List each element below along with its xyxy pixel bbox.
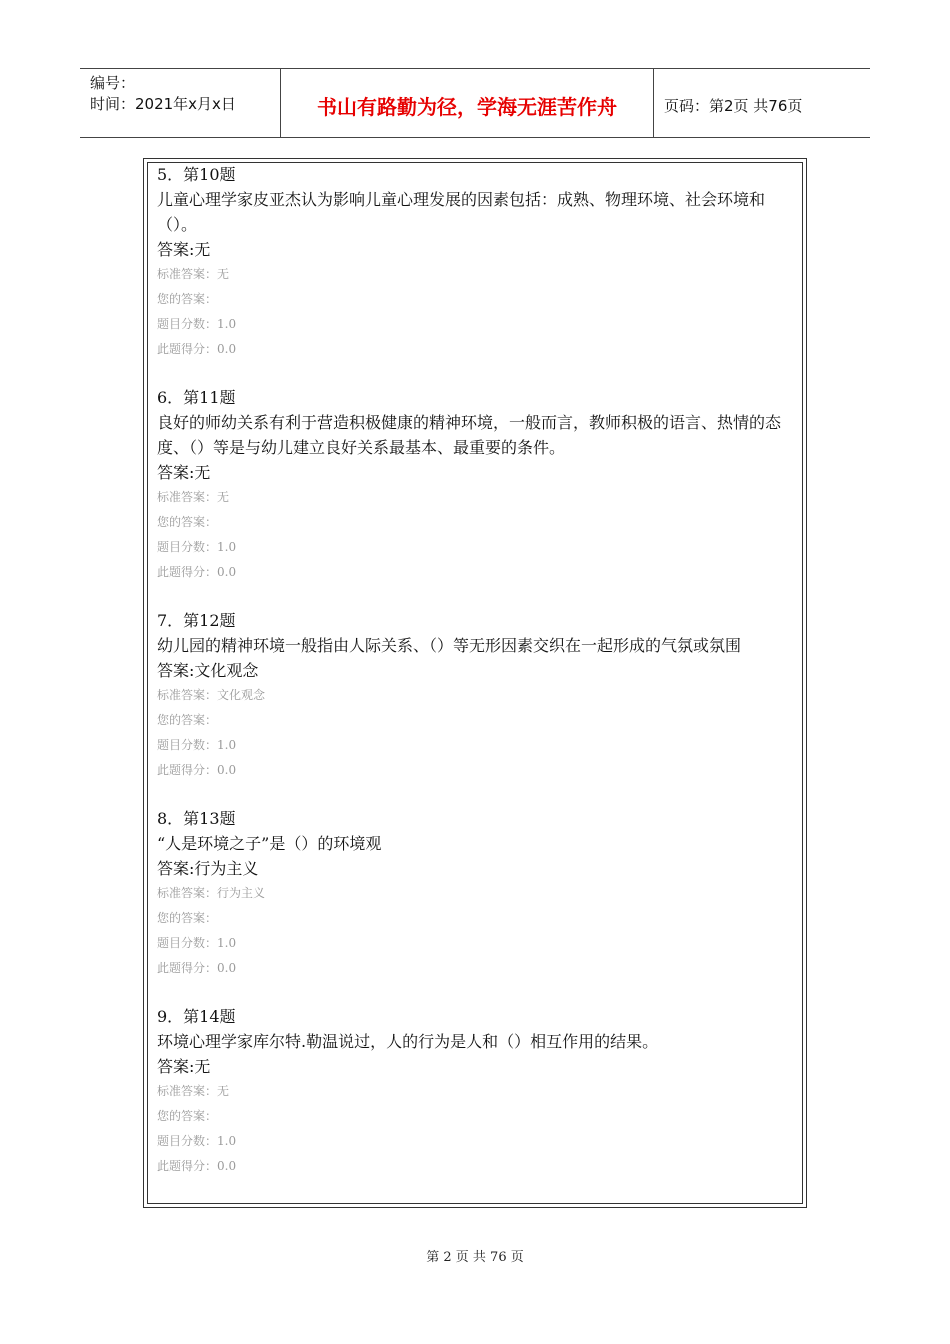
header-motto: 书山有路勤为径，学海无涯苦作舟 bbox=[281, 69, 654, 137]
standard-answer: 标准答案：无 bbox=[157, 490, 230, 504]
time-label: 时间：2021年x月x日 bbox=[90, 95, 236, 113]
question-list bbox=[157, 163, 797, 1203]
question-text: 儿童心理学家皮亚杰认为影响儿童心理发展的因素包括：成熟、物理环境、社会环境和（）。 bbox=[157, 190, 766, 234]
question-score: 题目分数：1.0 bbox=[157, 540, 237, 554]
question-text: 良好的师幼关系有利于营造积极健康的精神环境，一般而言，教师积极的语言、热情的态度、（）等是与幼儿建立良好关系最基本、最重要的条件。 bbox=[157, 413, 782, 457]
your-answer: 您的答案： bbox=[157, 713, 218, 727]
question-answer: 答案:无 bbox=[157, 463, 211, 482]
question-item bbox=[157, 386, 797, 585]
number-label: 编号： bbox=[90, 74, 136, 92]
question-number: 5．第10题 bbox=[157, 165, 236, 184]
header-page-info: 页码：第2页 共76页 bbox=[664, 96, 803, 115]
question-number: 8．第13题 bbox=[157, 809, 236, 828]
your-answer: 您的答案： bbox=[157, 515, 218, 529]
obtained-score: 此题得分：0.0 bbox=[157, 1159, 237, 1173]
question-answer: 答案:文化观念 bbox=[157, 661, 259, 680]
your-answer: 您的答案： bbox=[157, 911, 218, 925]
question-text: 幼儿园的精神环境一般指由人际关系、（）等无形因素交织在一起形成的气氛或氛围 bbox=[157, 636, 742, 655]
obtained-score: 此题得分：0.0 bbox=[157, 565, 237, 579]
question-score: 题目分数：1.0 bbox=[157, 1134, 237, 1148]
question-answer: 答案:无 bbox=[157, 1057, 211, 1076]
question-answer: 答案:行为主义 bbox=[157, 859, 259, 878]
header-meta bbox=[80, 69, 281, 137]
obtained-score: 此题得分：0.0 bbox=[157, 763, 237, 777]
question-item bbox=[157, 163, 797, 362]
your-answer: 您的答案： bbox=[157, 1109, 218, 1123]
question-number: 9．第14题 bbox=[157, 1007, 236, 1026]
question-answer: 答案:无 bbox=[157, 240, 211, 259]
standard-answer: 标准答案：行为主义 bbox=[157, 886, 266, 900]
obtained-score: 此题得分：0.0 bbox=[157, 342, 237, 356]
question-score: 题目分数：1.0 bbox=[157, 936, 237, 950]
question-number: 7．第12题 bbox=[157, 611, 236, 630]
standard-answer: 标准答案：无 bbox=[157, 1084, 230, 1098]
question-number: 6．第11题 bbox=[157, 388, 236, 407]
page-footer: 第 2 页 共 76 页 bbox=[426, 1250, 524, 1265]
question-text: 环境心理学家库尔特.勒温说过，人的行为是人和（）相互作用的结果。 bbox=[157, 1032, 659, 1051]
question-item bbox=[157, 1005, 797, 1179]
question-item bbox=[157, 609, 797, 783]
question-box bbox=[143, 158, 807, 1208]
question-score: 题目分数：1.0 bbox=[157, 317, 237, 331]
obtained-score: 此题得分：0.0 bbox=[157, 961, 237, 975]
your-answer: 您的答案： bbox=[157, 292, 218, 306]
question-score: 题目分数：1.0 bbox=[157, 738, 237, 752]
standard-answer: 标准答案：无 bbox=[157, 267, 230, 281]
question-text: “人是环境之子”是（）的环境观 bbox=[157, 834, 382, 853]
page-header bbox=[80, 68, 870, 138]
question-item bbox=[157, 807, 797, 981]
standard-answer: 标准答案：文化观念 bbox=[157, 688, 266, 702]
